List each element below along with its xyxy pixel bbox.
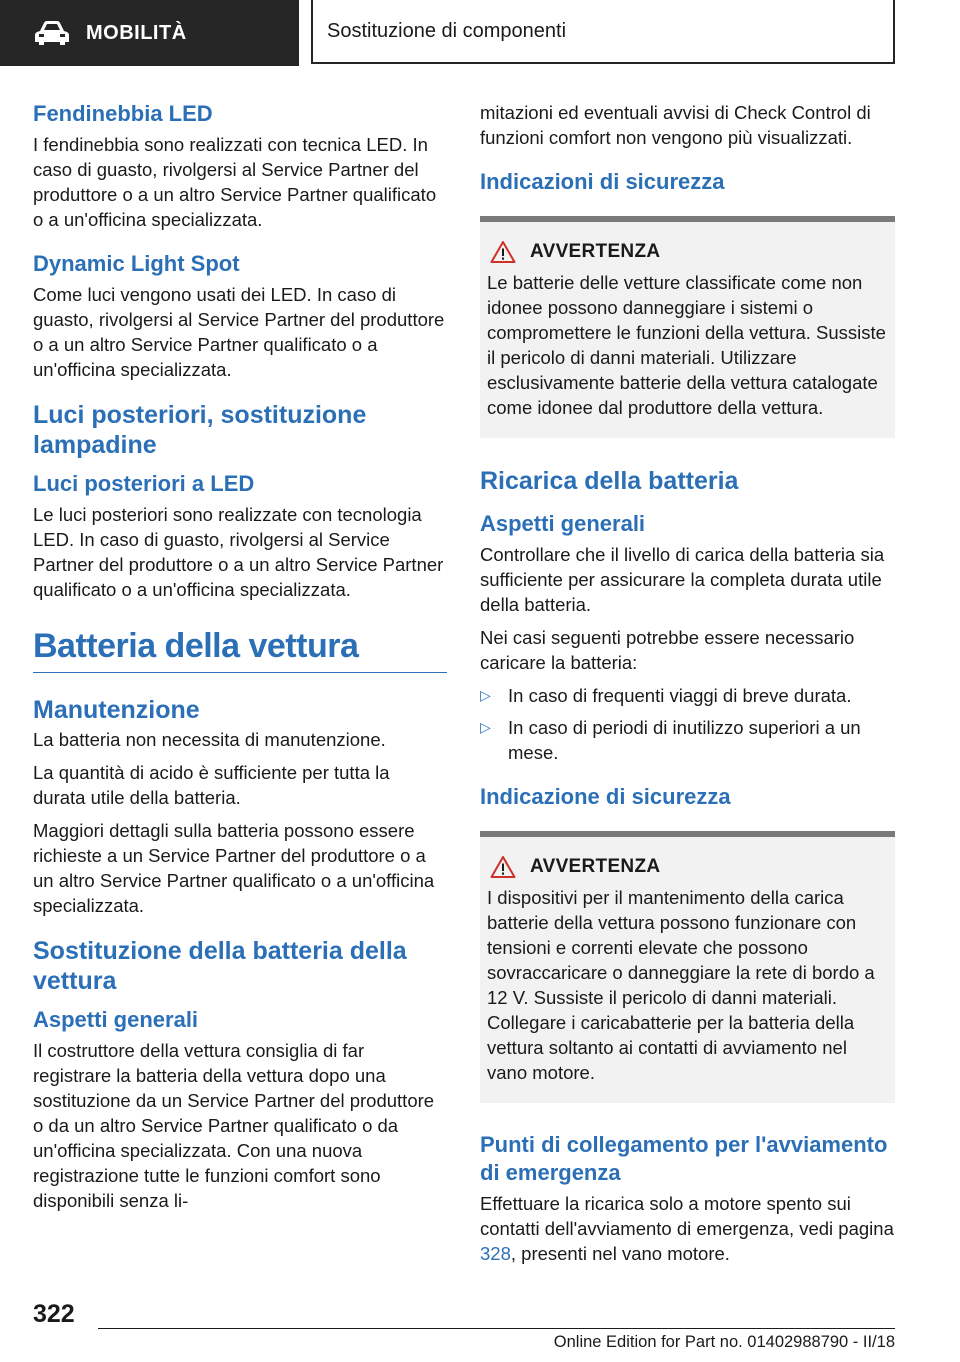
heading-sostituzione-batteria: Sostituzione della batteria della vettura bbox=[33, 937, 407, 995]
heading-indicazione-sicurezza: Indicazione di sicurezza bbox=[480, 784, 731, 809]
heading-manutenzione: Manutenzione bbox=[33, 696, 200, 724]
warning-triangle-icon bbox=[490, 240, 516, 264]
warning-title-2: AVVERTENZA bbox=[530, 856, 661, 877]
heading-indicazioni-sicurezza: Indicazioni di sicurezza bbox=[480, 169, 725, 194]
heading-aspetti-generali-right: Aspetti generali bbox=[480, 511, 646, 536]
bullet-triangle-icon: ▷ bbox=[480, 719, 491, 735]
page-link-328[interactable]: 328 bbox=[480, 1243, 511, 1264]
text-manutenzione-1: La batteria non necessita di manutenzione. bbox=[33, 729, 386, 750]
text-fendinebbia: I fendinebbia sono realizzati con tecnica LED. In caso di guasto, rivolgersi al Service Partner del produttore o a un altro Service Partner qualificato o a un'officina specializzata. bbox=[33, 134, 437, 230]
warning-triangle-icon bbox=[490, 855, 516, 879]
page-number: 322 bbox=[33, 1300, 75, 1328]
text-continuation: mitazioni ed eventuali avvisi di Check Control di funzioni comfort non vengono più visualizzati. bbox=[480, 102, 871, 148]
warning-text-1: Le batterie delle vetture classificate come non idonee possono danneggiare i sistemi o compromettere le funzioni della vettura. Sussiste il pericolo di danni materiali. Utilizzare esclusivamente batterie della vettura catalogate come idonee dal produttore della vettura. bbox=[487, 272, 886, 418]
warning-text-2: I dispositivi per il mantenimento della carica batterie della vettura possono funzionare con tensioni e correnti elevate che possono sovraccaricare o danneggiare la rete di bordo a 12 V. Sussiste il pericolo di danni materiali. Collegare i caricabatterie per la batteria della vettura soltanto ai contatti di avviamento nel vano motore. bbox=[487, 887, 875, 1083]
text-aspetti-generali-left: Il costruttore della vettura consiglia di far registrare la batteria della vettura dopo una sostituzione da un Service Partner del produttore o da un altro Service Partner qualificato o da un'officina specializzata. Con una nuova registrazione tutte le funzioni comfort sono disponibili senza li- bbox=[33, 1040, 435, 1211]
heading-ricarica-batteria: Ricarica della batteria bbox=[480, 467, 739, 495]
heading-luci-posteriori-sostituzione: Luci posteriori, sostituzione lampadine bbox=[33, 401, 367, 459]
list-item: ▷ In caso di periodi di inutilizzo superiori a un mese. bbox=[480, 717, 861, 763]
heading-dynamic-light-spot: Dynamic Light Spot bbox=[33, 251, 240, 276]
heading-punti-collegamento: Punti di collegamento per l'avviamento di emergenza bbox=[480, 1132, 888, 1185]
header-chapter-title: Sostituzione di componenti bbox=[327, 19, 567, 42]
heading-fendinebbia: Fendinebbia LED bbox=[33, 101, 213, 126]
bullet-list bbox=[480, 683, 895, 765]
footer-edition: Online Edition for Part no. 01402988790 - II/18 bbox=[553, 1333, 895, 1351]
heading-luci-posteriori-led: Luci posteriori a LED bbox=[33, 471, 255, 496]
warning-title-1: AVVERTENZA bbox=[530, 241, 661, 262]
header-section-tab bbox=[0, 0, 299, 66]
footer-divider bbox=[98, 1328, 895, 1329]
warning-box-1 bbox=[480, 216, 895, 438]
car-icon bbox=[34, 19, 70, 47]
heading-batteria-vettura: Batteria della vettura bbox=[33, 626, 447, 673]
heading-aspetti-generali-left: Aspetti generali bbox=[33, 1007, 199, 1032]
text-dynamic-light-spot: Come luci vengono usati dei LED. In caso di guasto, rivolgersi al Service Partner del produttore o a un altro Service Partner qualificato o a un'officina specializzata. bbox=[33, 284, 445, 380]
left-column bbox=[33, 100, 447, 1221]
text-manutenzione-2: La quantità di acido è sufficiente per tutta la durata utile della batteria. bbox=[33, 762, 390, 808]
text-luci-posteriori-led: Le luci posteriori sono realizzate con tecnologia LED. In caso di guasto, rivolgersi al Service Partner del produttore o a un altro Service Partner qualificato o a un'officina specializzata. bbox=[33, 504, 444, 600]
list-item: ▷ In caso di frequenti viaggi di breve durata. bbox=[480, 685, 852, 706]
text-ricarica-2: Nei casi seguenti potrebbe essere necessario caricare la batteria: bbox=[480, 627, 855, 673]
text-manutenzione-3: Maggiori dettagli sulla batteria possono essere richieste a un Service Partner del produttore o a un altro Service Partner qualificato o a un'officina specializzata. bbox=[33, 820, 435, 916]
right-column bbox=[480, 100, 895, 1274]
header-chapter-box bbox=[311, 0, 895, 64]
text-ricarica-1: Controllare che il livello di carica della batteria sia sufficiente per assicurare la completa durata utile della batteria. bbox=[480, 544, 885, 615]
header-section-label: MOBILITÀ bbox=[86, 21, 187, 44]
warning-box-2 bbox=[480, 831, 895, 1103]
text-punti-collegamento: Effettuare la ricarica solo a motore spento sui contatti dell'avviamento di emergenza, vedi pagina 328, presenti nel vano motore. bbox=[480, 1193, 894, 1264]
bullet-triangle-icon: ▷ bbox=[480, 687, 491, 703]
